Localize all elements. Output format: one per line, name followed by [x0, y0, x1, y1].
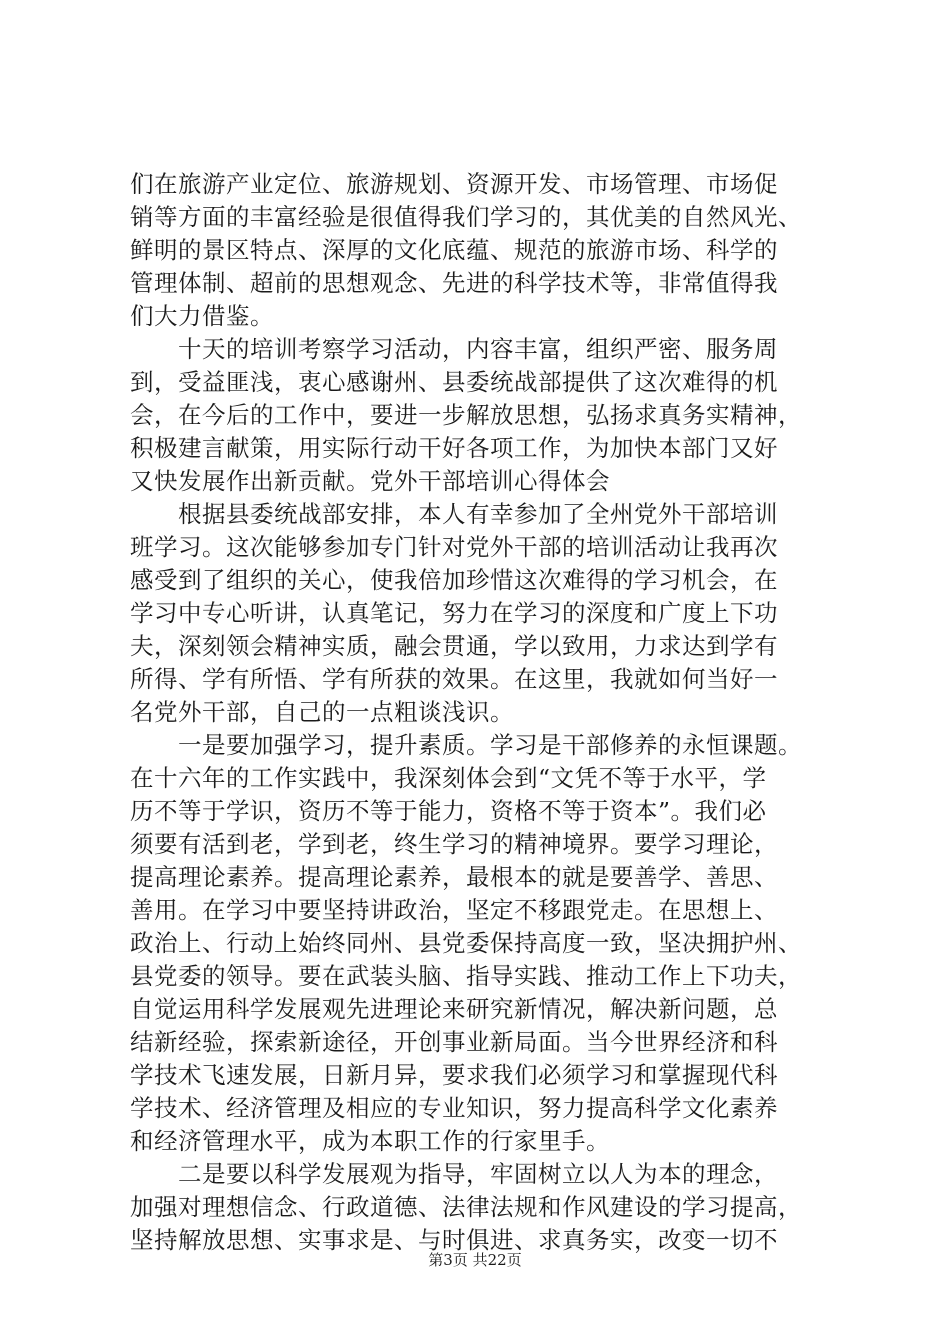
text-line: 政治上、行动上始终同州、县党委保持高度一致，坚决拥护州、 — [130, 929, 802, 957]
text-line: 一是要加强学习，提升素质。学习是干部修养的永恒课题。 — [130, 731, 802, 759]
text-line: 自觉运用科学发展观先进理论来研究新情况，解决新问题，总 — [130, 995, 778, 1023]
text-line: 到，受益匪浅，衷心感谢州、县委统战部提供了这次难得的机 — [130, 368, 778, 396]
page-footer: 第3页 共22页 — [428, 1251, 522, 1269]
text-line: 们大力借鉴。 — [130, 302, 274, 330]
text-line: 管理体制、超前的思想观念、先进的科学技术等，非常值得我 — [130, 269, 778, 297]
text-line: 和经济管理水平，成为本职工作的行家里手。 — [130, 1127, 610, 1155]
text-line: 感受到了组织的关心，使我倍加珍惜这次难得的学习机会，在 — [130, 566, 778, 594]
text-line: 历不等于学识，资历不等于能力，资格不等于资本”。我们必 — [130, 797, 767, 825]
text-line: 二是要以科学发展观为指导，牢固树立以人为本的理念， — [130, 1160, 778, 1188]
text-line: 积极建言献策，用实际行动干好各项工作，为加快本部门又好 — [130, 434, 778, 462]
text-line: 鲜明的景区特点、深厚的文化底蕴、规范的旅游市场、科学的 — [130, 236, 778, 264]
text-line: 学技术、经济管理及相应的专业知识，努力提高科学文化素养 — [130, 1094, 778, 1122]
text-line: 县党委的领导。要在武装头脑、指导实践、推动工作上下功夫， — [130, 962, 802, 990]
text-line: 名党外干部，自己的一点粗谈浅识。 — [130, 698, 514, 726]
text-line: 夫，深刻领会精神实质，融会贯通，学以致用，力求达到学有 — [130, 632, 778, 660]
text-line: 加强对理想信念、行政道德、法律法规和作风建设的学习提高， — [130, 1193, 802, 1221]
text-line: 们在旅游产业定位、旅游规划、资源开发、市场管理、市场促 — [130, 170, 778, 198]
text-line: 须要有活到老，学到老，终生学习的精神境界。要学习理论， — [130, 830, 778, 858]
text-line: 销等方面的丰富经验是很值得我们学习的，其优美的自然风光、 — [130, 203, 802, 231]
text-line: 结新经验，探索新途径，开创事业新局面。当今世界经济和科 — [130, 1028, 778, 1056]
text-line: 会，在今后的工作中，要进一步解放思想，弘扬求真务实精神， — [130, 401, 802, 429]
text-line: 善用。在学习中要坚持讲政治，坚定不移跟党走。在思想上、 — [130, 896, 778, 924]
text-line: 十天的培训考察学习活动，内容丰富，组织严密、服务周 — [130, 335, 778, 363]
text-line: 又快发展作出新贡献。党外干部培训心得体会 — [130, 467, 610, 495]
text-line: 根据县委统战部安排，本人有幸参加了全州党外干部培训 — [130, 500, 778, 528]
text-line: 坚持解放思想、实事求是、与时俱进、求真务实，改变一切不 — [130, 1226, 778, 1254]
text-line: 学技术飞速发展，日新月异，要求我们必须学习和掌握现代科 — [130, 1061, 778, 1089]
text-line: 所得、学有所悟、学有所获的效果。在这里，我就如何当好一 — [130, 665, 778, 693]
text-line: 学习中专心听讲，认真笔记，努力在学习的深度和广度上下功 — [130, 599, 778, 627]
text-line: 在十六年的工作实践中，我深刻体会到“文凭不等于水平，学 — [130, 764, 767, 792]
text-line: 班学习。这次能够参加专门针对党外干部的培训活动让我再次 — [130, 533, 778, 561]
text-line: 提高理论素养。提高理论素养，最根本的就是要善学、善思、 — [130, 863, 778, 891]
document-body — [130, 168, 830, 1257]
